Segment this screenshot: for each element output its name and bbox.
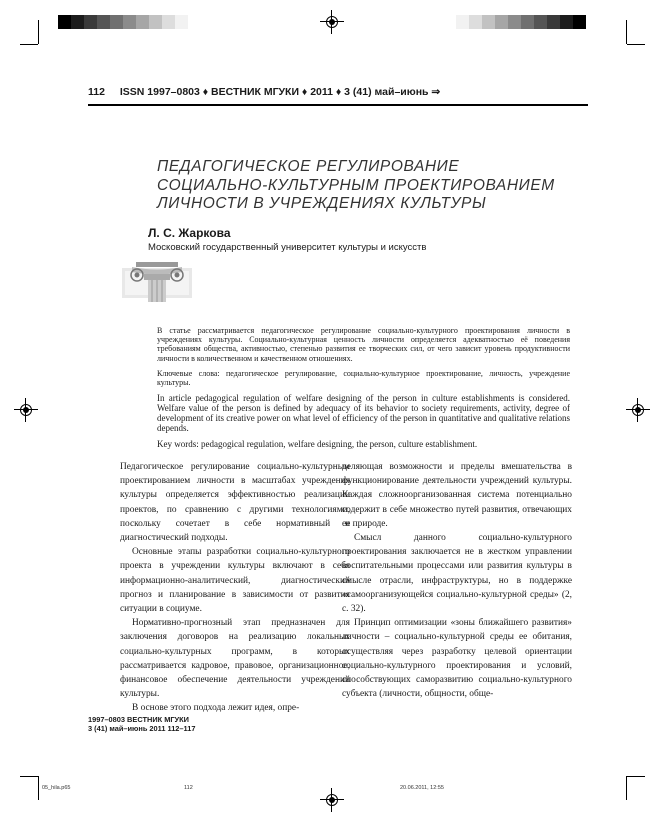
crop-mark bbox=[626, 776, 627, 800]
title-line: ПЕДАГОГИЧЕСКОЕ РЕГУЛИРОВАНИЕ bbox=[157, 158, 460, 175]
footer-line: 3 (41) май–июнь 2011 112–117 bbox=[88, 724, 196, 733]
title-line: СОЦИАЛЬНО-КУЛЬТУРНЫМ ПРОЕКТИРОВАНИЕМ bbox=[157, 176, 555, 194]
color-swatch bbox=[547, 15, 560, 29]
slug-datetime: 20.06.2011, 12:55 bbox=[400, 785, 444, 791]
running-header bbox=[88, 86, 588, 98]
color-swatch bbox=[123, 15, 136, 29]
color-swatch bbox=[456, 15, 469, 29]
crop-mark bbox=[38, 776, 39, 800]
abstract-block bbox=[157, 326, 570, 455]
crop-mark bbox=[38, 20, 39, 44]
color-bar-left bbox=[58, 15, 188, 29]
registration-mark-bottom-icon bbox=[324, 792, 340, 808]
body-paragraph: Нормативно-прогнозный этап предназначен для заключения договоров на реализацию локальных социально-культурных программ, в которых рассматривается кадровое, правовое, организационное, финансовое обеспечение деятельности учреждений культуры. bbox=[120, 618, 350, 700]
keywords-ru: Ключевые слова: педагогическое регулирование, социально-культурное проектирование, личность, учреждение культуры. bbox=[157, 368, 570, 388]
color-swatch bbox=[469, 15, 482, 29]
body-paragraph: В основе этого подхода лежит идея, опре- bbox=[132, 703, 300, 714]
color-swatch bbox=[573, 15, 586, 29]
color-swatch bbox=[560, 15, 573, 29]
journal-issue-line: ISSN 1997–0803 ♦ ВЕСТНИК МГУКИ ♦ 2011 ♦ 3 (41) май–июнь ⇒ bbox=[119, 86, 441, 98]
slug-file: 05_hila.p65 bbox=[42, 785, 71, 791]
body-paragraph: Педагогическое регулирование социально-культурным проектированием личности в масштабах учреждения культуры определяется эффективностью реализации проектов, по сравнению с другими технологиями, поскольку сочетает в себе нормативный и диагностический подходы. bbox=[120, 462, 350, 544]
abstract-en: In article pedagogical regulation of welfare designing of the person in culture establishments is considered. Welfare value of the person is defined by adequacy of its behavior to society requirements, activity, degree of development of its creative power on what level of efficiency of the person in quantitative and qualitative relations depends. bbox=[157, 393, 570, 434]
color-swatch bbox=[534, 15, 547, 29]
registration-mark-right-icon bbox=[630, 402, 646, 418]
color-swatch bbox=[521, 15, 534, 29]
crop-mark bbox=[20, 44, 38, 45]
crop-mark bbox=[627, 776, 645, 777]
color-swatch bbox=[58, 15, 71, 29]
color-swatch bbox=[175, 15, 188, 29]
header-rule bbox=[88, 104, 588, 106]
body-paragraph: деляющая возможности и пределы вмешательства в функционирование деятельности учреждений культуры. Каждая сложноорганизованная система потенциально содержит в себе множество путей развития, отвечающих ее природе. bbox=[342, 462, 572, 529]
color-swatch bbox=[495, 15, 508, 29]
color-swatch bbox=[162, 15, 175, 29]
body-column-right bbox=[342, 460, 572, 701]
color-swatch bbox=[110, 15, 123, 29]
body-paragraph: Основные этапы разработки социально-культурного проекта в учреждении культуры включают в себя информационно-аналитический, диагностический прогноз и планирование в зависимости от развития ситуации в социуме. bbox=[120, 547, 350, 615]
body-column-left bbox=[120, 460, 350, 716]
author-affiliation: Московский государственный университет культуры и искусств bbox=[148, 242, 427, 253]
page-number: 112 bbox=[88, 86, 105, 98]
body-paragraph: Смысл данного социально-культурного проектирования заключается не в жестком управлении воспитательными процессами или развития культуры в смысле отрасли, инфраструктуры, но в поддержке «самоорганизующейся социально-культурной среды» (2, с. 32). bbox=[342, 533, 572, 615]
color-swatch bbox=[97, 15, 110, 29]
footer-line: 1997–0803 ВЕСТНИК МГУКИ bbox=[88, 715, 189, 724]
color-swatch bbox=[136, 15, 149, 29]
author-name: Л. С. Жаркова bbox=[148, 226, 231, 240]
color-swatch bbox=[149, 15, 162, 29]
color-swatch bbox=[482, 15, 495, 29]
column-capital-icon bbox=[122, 258, 192, 304]
slug-page: 112 bbox=[184, 785, 193, 791]
crop-mark bbox=[627, 44, 645, 45]
color-swatch bbox=[508, 15, 521, 29]
article-title bbox=[157, 158, 577, 214]
registration-mark-left-icon bbox=[18, 402, 34, 418]
body-paragraph: Принцип оптимизации «зоны ближайшего развития» личности – социально-культурной среды ее обитания, осуществляя через разработку целевой ориентации социально-культурного проектирования и условий, способствующих саморазвитию социально-культурного субъекта (личности, общности, обще- bbox=[342, 618, 572, 700]
crop-mark bbox=[20, 776, 38, 777]
abstract-ru: В статье рассматривается педагогическое регулирование социально-культурного проектирования личности в учреждениях культуры. Социально-культурная ценность личности определяется адекватностью её поведения требованиям общества, активностью, степенью развития ее творческих сил, от чего зависит уровень продуктивности личности в количественном и качественном отношениях. bbox=[157, 326, 570, 363]
registration-mark-top-icon bbox=[324, 14, 340, 30]
footer-citation bbox=[88, 715, 195, 733]
color-bar-right bbox=[456, 15, 586, 29]
crop-mark bbox=[626, 20, 627, 44]
title-line: ЛИЧНОСТИ В УЧРЕЖДЕНИЯХ КУЛЬТУРЫ bbox=[157, 195, 487, 212]
color-swatch bbox=[84, 15, 97, 29]
keywords-en: Key words: pedagogical regulation, welfare designing, the person, culture establishment. bbox=[157, 439, 478, 450]
color-swatch bbox=[71, 15, 84, 29]
